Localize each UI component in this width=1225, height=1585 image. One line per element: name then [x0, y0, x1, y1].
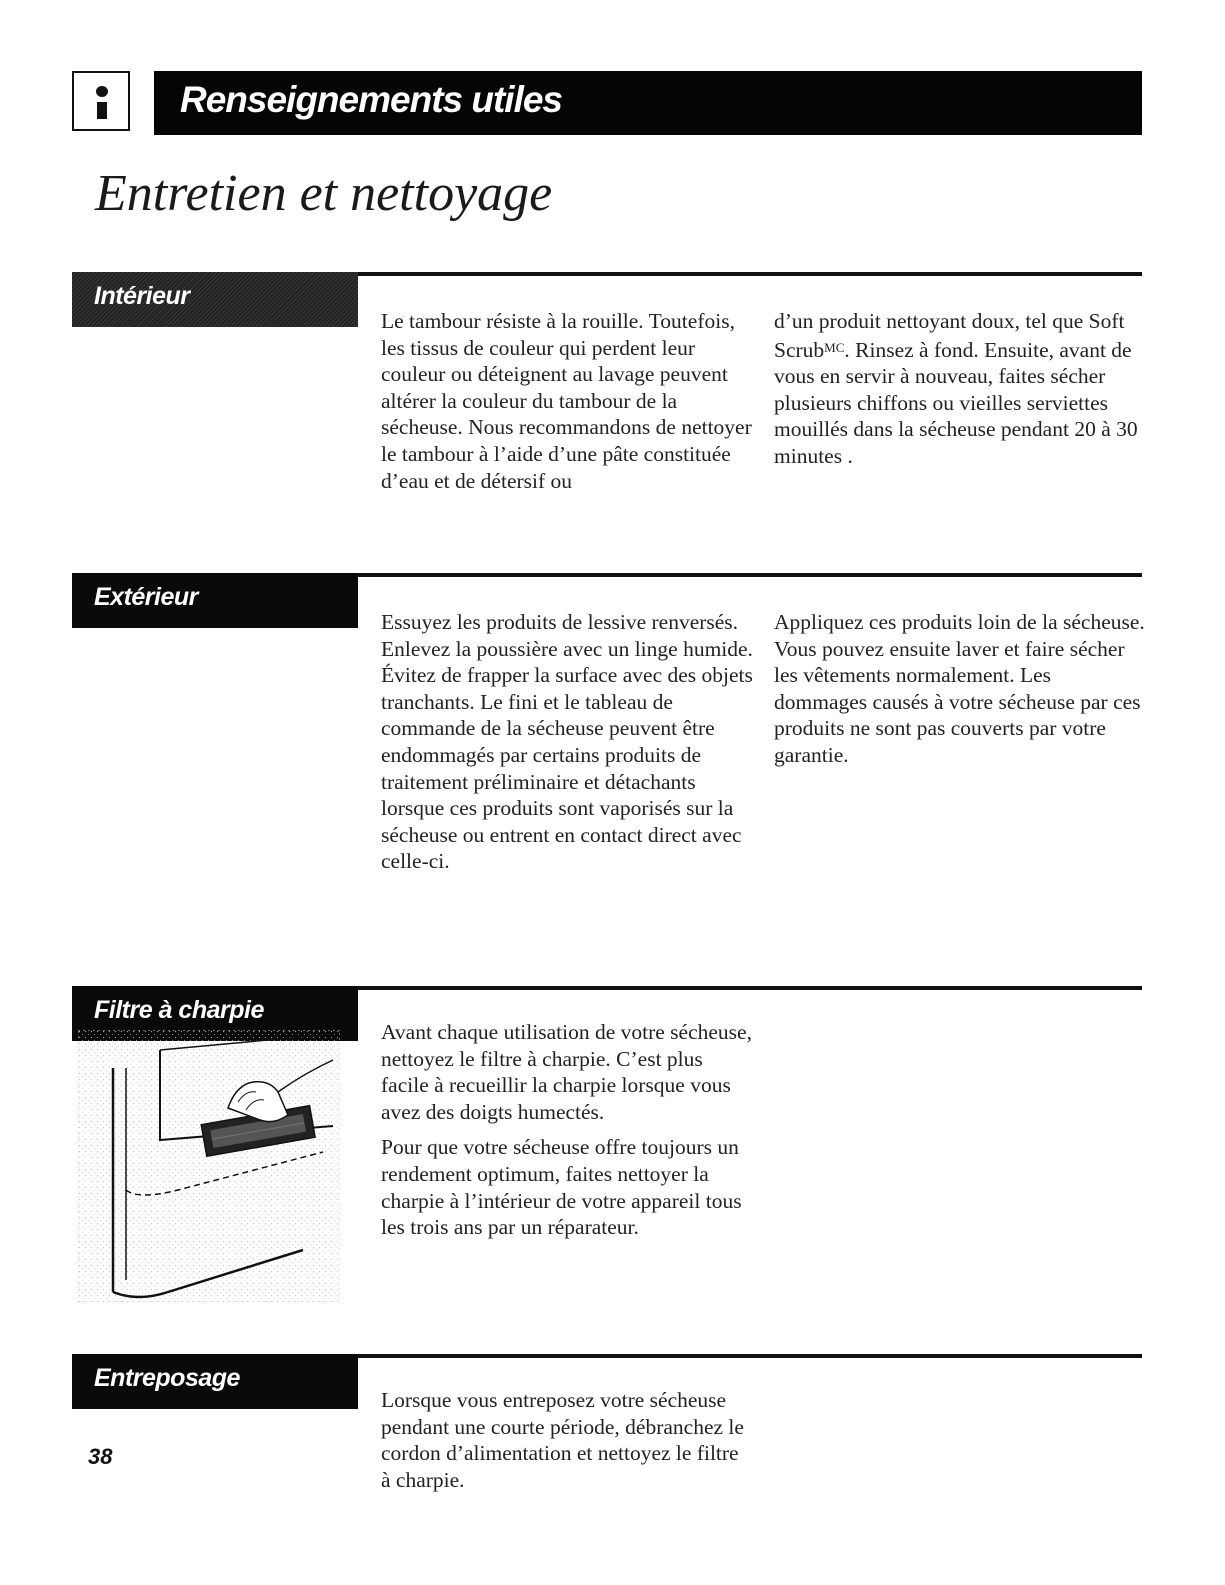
paragraph: Pour que votre sécheuse offre toujours un rendement optimum, faites nettoyer la charpie à l’intérieur de votre appareil tous les trois ans par un réparateur. — [381, 1135, 742, 1240]
section-label: Intérieur — [94, 282, 190, 310]
paragraph-part: d’un produit nettoyant doux, tel que Soft Scrub — [774, 309, 1125, 362]
section-label: Extérieur — [94, 583, 198, 611]
section-text-col1 — [381, 308, 753, 503]
paragraph: Avant chaque utilisation de votre sécheuse, nettoyez le filtre à charpie. C’est plus facile à recueillir la charpie lorsque vous avez des doigts humectés. — [381, 1020, 752, 1124]
header-bar — [154, 71, 1142, 135]
section-label: Entreposage — [94, 1364, 240, 1392]
section-tab — [72, 573, 358, 628]
section-tab — [72, 272, 358, 327]
info-icon-stem — [97, 102, 107, 119]
page-title: Entretien et nettoyage — [95, 165, 553, 222]
header-title: Renseignements utiles — [180, 79, 563, 120]
section-text-col2 — [774, 609, 1146, 778]
section-text-col1 — [381, 1387, 753, 1502]
section-text-col1 — [381, 609, 753, 884]
trademark-mark: MC — [824, 339, 845, 355]
paragraph: Lorsque vous entreposez votre sécheuse pendant une courte période, débranchez le cordon d’alimentation et nettoyez le filtre à charpie. — [381, 1388, 744, 1492]
paragraph: Essuyez les produits de lessive renversés. Enlevez la poussière avec un linge humide. Évitez de frapper la surface avec des objets tranchants. Le fini et le tableau de commande de la sécheuse peuvent être endommagés par certains produits de traitement préliminaire et détachants lorsque ces produits sont vaporisés sur la sécheuse ou entrent en contact direct avec celle-ci. — [381, 610, 753, 874]
section-tab — [72, 1354, 358, 1409]
info-icon-dot — [96, 86, 108, 97]
lint-filter-illustration — [78, 1030, 340, 1302]
page-number: 38 — [88, 1444, 113, 1469]
paragraph: Le tambour résiste à la rouille. Toutefois, les tissus de couleur qui perdent leur couleur ou déteignent au lavage peuvent altérer la couleur du tambour de la sécheuse. Nous recommandons de nettoyer le tambour à l’aide d’une pâte constituée d’eau et de détersif ou — [381, 309, 752, 493]
section-text-col1 — [381, 1019, 753, 1250]
section-text-col2 — [774, 308, 1146, 479]
paragraph — [774, 308, 1146, 470]
paragraph-part: . Rinsez à fond. Ensuite, avant de vous en servir à nouveau, faites sécher plusieurs chiffons ou vieilles serviettes mouillés dans la sécheuse pendant 20 à 30 minutes . — [774, 337, 1138, 468]
section-label: Filtre à charpie — [94, 996, 264, 1024]
paragraph: Appliquez ces produits loin de la sécheuse. Vous pouvez ensuite laver et faire sécher les vêtements normalement. Les dommages causés à votre sécheuse par ces produits ne sont pas couverts par votre garantie. — [774, 610, 1145, 767]
info-icon — [72, 71, 130, 131]
